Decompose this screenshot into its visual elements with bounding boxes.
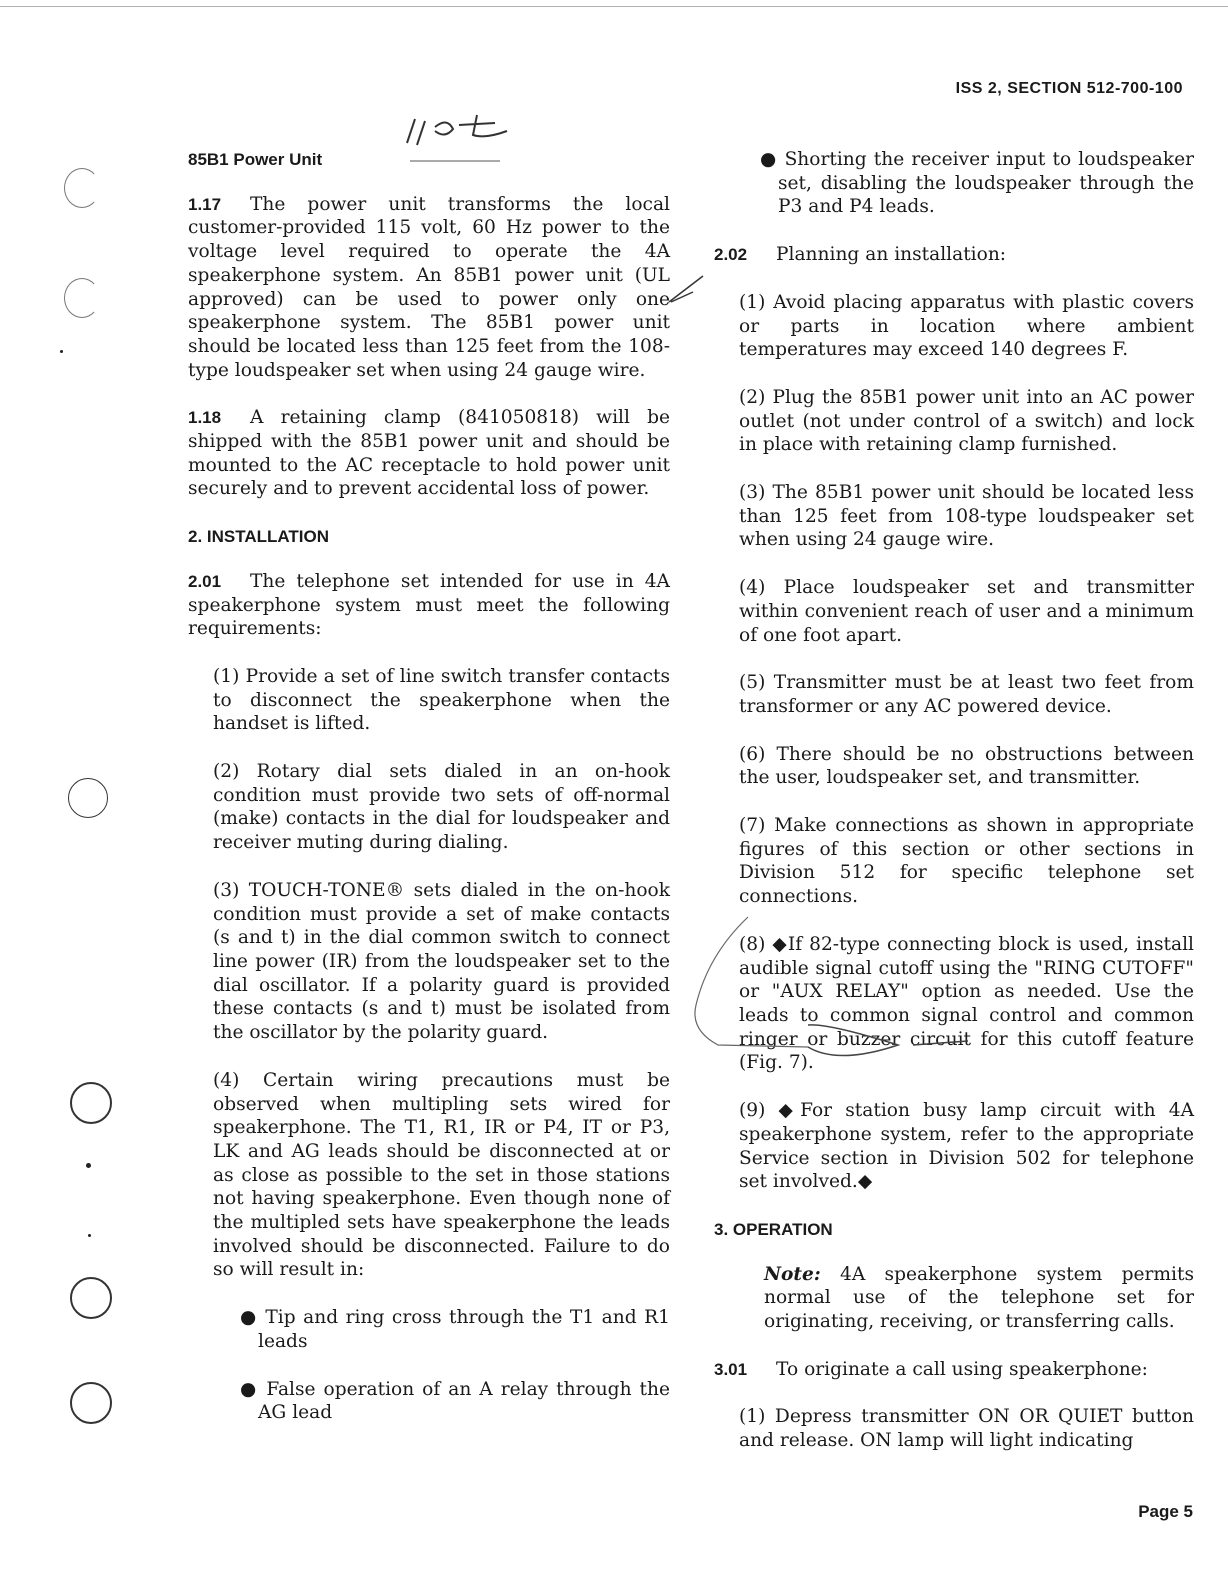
operation-heading: 3. OPERATION — [714, 1219, 833, 1239]
handwritten-check-mark — [665, 272, 710, 312]
left-column — [188, 148, 670, 1449]
binder-hole — [70, 1382, 112, 1424]
planning-item: (2) Plug the 85B1 power unit into an AC power outlet (not under control of a switch) and lock in place with retaining clamp furnished. — [739, 386, 1194, 456]
margin-dot — [60, 350, 63, 353]
planning-item: (1) Avoid placing apparatus with plastic covers or parts in location where ambient temperatures may exceed 140 degrees F. — [739, 291, 1194, 361]
margin-dot — [86, 1163, 91, 1168]
binder-hole — [70, 1277, 112, 1319]
paragraph-2-01 — [188, 570, 670, 641]
paragraph-number: 3.01 — [714, 1359, 748, 1379]
installation-heading: 2. INSTALLATION — [188, 527, 330, 547]
right-column — [714, 148, 1194, 1477]
paragraph-text: Planning an installation: — [776, 244, 1007, 266]
note-label: Note: — [764, 1263, 821, 1285]
planning-item: (5) Transmitter must be at least two feet from transformer or any AC powered device. — [739, 672, 1194, 717]
page-header: ISS 2, SECTION 512-700-100 — [955, 80, 1183, 97]
paragraph-number: 2.01 — [188, 571, 222, 591]
margin-dot — [88, 1234, 91, 1237]
paragraph-number: 1.18 — [188, 408, 222, 428]
planning-item: (3) The 85B1 power unit should be located less than 125 feet from 108-type loudspeaker set when using 24 gauge wire. — [739, 482, 1194, 551]
paragraph-number: 2.02 — [714, 245, 748, 265]
scan-edge-line — [0, 6, 1228, 7]
requirement-item: (4) Certain wiring precautions must be observed when multipling sets wired for speakerphone. The T1, R1, IR or P4, IT or P3, LK and AG leads should be disconnected at or as close as possible to the set in those stations not having speakerphone. Even though none of the multipled sets have speakerphone the leads involved should be disconnected. Failure to do so will result in: — [213, 1069, 670, 1281]
section-heading-85b1: 85B1 Power Unit — [188, 150, 323, 169]
planning-item: (7) Make connections as shown in appropriate figures of this section or other sections in Division 512 for specific telephone set connections. — [739, 815, 1194, 908]
requirement-item: (2) Rotary dial sets dialed in an on-hook condition must provide two sets of off-normal (make) contacts in the dial for loudspeaker and receiver muting during dialing. — [213, 761, 670, 854]
paragraph-1-18 — [188, 406, 670, 501]
binder-hole — [70, 1082, 112, 1124]
requirement-item: (3) TOUCH-TONE® sets dialed in the on-hook condition must provide a set of make contacts (s and t) in the dial common switch to connect line power (IR) from the loudspeaker set to the dial oscillator. If a polarity guard is provided these contacts (s and t) must be isolated from the oscillator by the polarity guard. — [213, 879, 670, 1044]
paragraph-text: The telephone set intended for use in 4A speakerphone system must meet the following requirements: — [188, 570, 670, 640]
paragraph-text: A retaining clamp (841050818) will be shipped with the 85B1 power unit and should be mounted to the AC receptacle to hold power unit securely and to prevent accidental loss of power. — [188, 407, 670, 500]
paragraph-number: 1.17 — [188, 194, 222, 214]
bullet-item: ● Shorting the receiver input to loudspeaker set, disabling the loudspeaker through the P3 and P4 leads. — [760, 149, 1194, 218]
binder-hole-mark — [64, 168, 100, 208]
bullet-item: ● Tip and ring cross through the T1 and R1 leads — [240, 1307, 671, 1352]
bullet-text: Tip and ring cross through the T1 and R1 leads — [258, 1307, 671, 1352]
note-text: 4A speakerphone system permits normal use of the telephone set for originating, receiving, or transferring calls. — [764, 1263, 1194, 1333]
paragraph-text: The power unit transforms the local customer-provided 115 volt, 60 Hz power to the voltage level required to operate the 4A speakerphone system. An 85B1 power unit (UL approved) can be used to power only one speakerphone system. The 85B1 power unit should be located less than 125 feet from the 108-type loudspeaker set when using 24 gauge wire. — [188, 193, 670, 381]
binder-hole-mark — [64, 278, 100, 318]
planning-item: (4) Place loudspeaker set and transmitter within convenient reach of user and a minimum of one foot apart. — [739, 577, 1194, 646]
binder-hole-mark — [68, 778, 108, 818]
paragraph-1-17 — [188, 193, 670, 383]
paragraph-text: To originate a call using speakerphone: — [776, 1358, 1148, 1380]
planning-item: (8) ◆If 82-type connecting block is used, install audible signal cutoff using the "RING CUTOFF" or "AUX RELAY" option as needed. Use the leads to common signal control and common ringer or buzzer circuit for this cutoff feature (Fig. 7). — [739, 933, 1194, 1074]
page-footer: Page 5 — [1138, 1502, 1193, 1521]
handwritten-bracket-mark — [688, 895, 978, 1075]
operation-item: (1) Depress transmitter ON OR QUIET button and release. ON lamp will light indicating — [739, 1406, 1194, 1452]
bullet-item: ● False operation of an A relay through the AG lead — [240, 1378, 670, 1424]
planning-item: (6) There should be no obstructions between the user, loudspeaker set, and transmitter. — [739, 743, 1194, 789]
paragraph-3-01 — [714, 1358, 1194, 1382]
paragraph-2-02 — [714, 243, 1194, 267]
bullet-text: Shorting the receiver input to loudspeaker set, disabling the loudspeaker through the P3 and P4 leads. — [778, 149, 1194, 218]
requirement-item: (1) Provide a set of line switch transfer contacts to disconnect the speakerphone when the handset is lifted. — [213, 665, 670, 735]
planning-item: (9) ◆For station busy lamp circuit with 4A speakerphone system, refer to the appropriate Service section in Division 502 for telephone set involved.◆ — [739, 1100, 1194, 1193]
note-block — [764, 1263, 1194, 1334]
bullet-text: False operation of an A relay through the AG lead — [258, 1378, 670, 1424]
